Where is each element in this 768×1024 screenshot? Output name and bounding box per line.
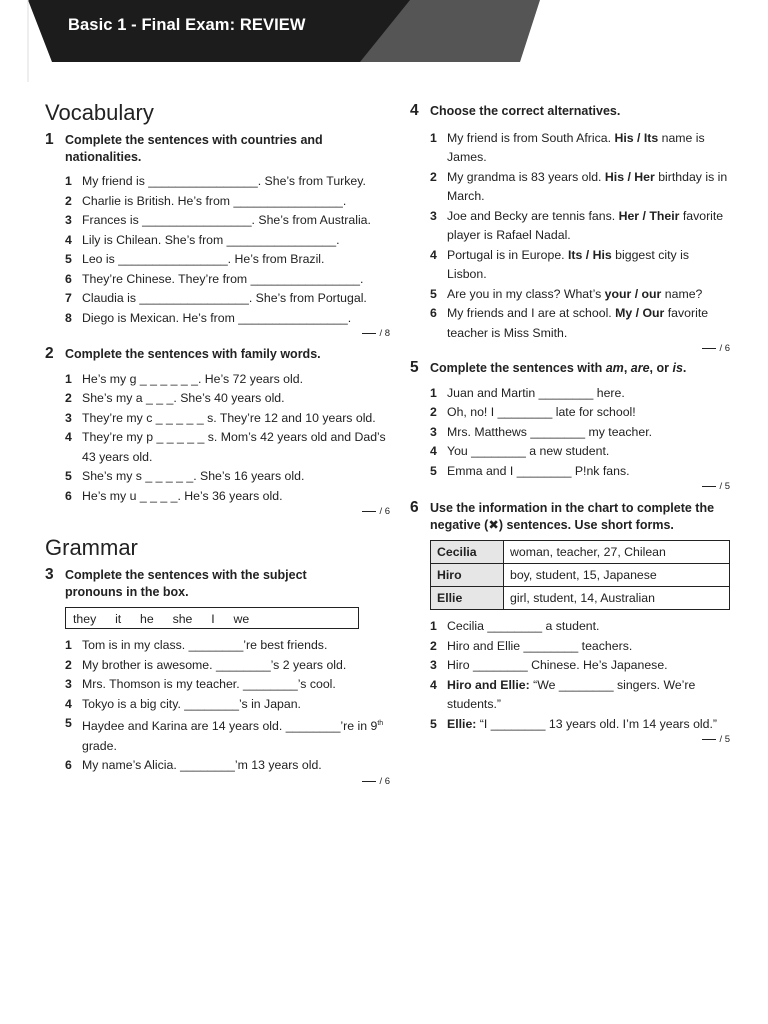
list-item (410, 168, 730, 207)
exercise-6-items (410, 617, 730, 734)
exercise-3 (45, 567, 390, 788)
item-number: 4 (430, 677, 437, 692)
item-text: Juan and Martin ________ here. (447, 385, 625, 400)
item-text: My friend is ________________. She’s from Turkey. (82, 174, 366, 188)
item-text: She’s my s _ _ _ _ _. She’s 16 years old. (82, 469, 305, 483)
item-text: They’re my p _ _ _ _ _ s. Mom’s 42 years old and Dad’s 43 years old. (82, 430, 386, 464)
list-item (410, 403, 730, 423)
item-text: Portugal is in Europe. Its / His biggest city is Lisbon. (447, 247, 689, 281)
list-item (410, 715, 730, 735)
exercise-number: 6 (410, 499, 419, 516)
item-text: Lily is Chilean. She’s from ________________. (82, 232, 340, 247)
exercise-instruction: Complete the sentences with the subject pronouns in the box. (65, 568, 307, 599)
left-column (45, 100, 390, 788)
item-number: 2 (430, 169, 437, 184)
item-text: Mrs. Matthews ________ my teacher. (447, 424, 653, 439)
item-number: 5 (430, 716, 437, 731)
item-text: Diego is Mexican. He’s from ________________. (82, 310, 352, 325)
item-text: Frances is ________________. She’s from Australia. (82, 213, 371, 227)
exercise-number: 3 (45, 566, 54, 583)
item-text: My brother is awesome. ________’s 2 years old. (82, 657, 347, 672)
item-number: 5 (65, 252, 72, 266)
table-cell-info: girl, student, 14, Australian (504, 587, 730, 610)
item-number: 6 (65, 271, 72, 286)
banner-shape (0, 0, 768, 100)
list-item (410, 423, 730, 443)
table-cell-name: Cecilia (431, 541, 504, 564)
exercise-1-items (45, 172, 390, 328)
item-number: 2 (65, 657, 72, 672)
table-row (431, 587, 730, 610)
list-item (410, 129, 730, 168)
list-item (45, 467, 390, 487)
exercise-1 (45, 132, 390, 340)
item-text: Tokyo is a big city. ________’s in Japan. (82, 696, 301, 711)
alternatives: His / Its (614, 130, 659, 145)
list-item (45, 389, 390, 409)
item-text: Cecilia ________ a student. (447, 619, 600, 633)
exercise-4-items (410, 129, 730, 344)
list-item (45, 428, 390, 467)
exercise-number: 1 (45, 131, 54, 148)
list-item (410, 304, 730, 343)
item-text: They’re Chinese. They’re from ________________. (82, 271, 364, 286)
list-item (45, 172, 390, 192)
item-text: Ellie: “I ________ 13 years old. I’m 14 years old.” (447, 716, 717, 731)
item-number: 4 (65, 696, 72, 711)
item-number: 3 (430, 658, 437, 672)
item-number: 8 (65, 310, 72, 325)
score-box: / 6 (45, 506, 390, 518)
list-item (410, 462, 730, 482)
score-box: / 6 (410, 343, 730, 355)
item-number: 4 (430, 444, 437, 458)
item-text: Hiro and Ellie ________ teachers. (447, 638, 633, 653)
item-number: 1 (65, 638, 72, 652)
list-item (45, 250, 390, 270)
score-box: / 6 (45, 776, 390, 788)
table-cell-name: Ellie (431, 587, 504, 610)
table-row (431, 564, 730, 587)
item-number: 1 (430, 385, 437, 400)
score-box: / 5 (410, 734, 730, 746)
alternatives: Its / His (568, 247, 612, 262)
item-text: Hiro ________ Chinese. He’s Japanese. (447, 658, 668, 672)
list-item (45, 656, 390, 676)
item-text: Are you in my class? What’s your / our name? (447, 286, 703, 301)
item-number: 5 (65, 716, 72, 730)
list-item (45, 756, 390, 776)
exercise-number: 4 (410, 102, 419, 119)
item-number: 5 (65, 469, 72, 483)
item-number: 1 (430, 619, 437, 633)
item-text: You ________ a new student. (447, 444, 610, 458)
exercise-3-items (45, 636, 390, 776)
list-item (45, 309, 390, 329)
list-item (45, 270, 390, 290)
exercise-number: 2 (45, 345, 54, 362)
alternatives: My / Our (615, 306, 665, 320)
item-number: 4 (430, 247, 437, 262)
item-number: 6 (65, 758, 72, 773)
alternatives: your / our (604, 286, 662, 301)
item-number: 2 (65, 193, 72, 208)
exercise-6 (410, 500, 730, 746)
item-number: 6 (430, 306, 437, 320)
exercise-2-items (45, 370, 390, 507)
exercise-instruction: Complete the sentences with family words. (65, 347, 321, 361)
list-item (45, 675, 390, 695)
item-number: 2 (430, 638, 437, 653)
item-text: Mrs. Thomson is my teacher. ________’s cool. (82, 677, 336, 691)
item-number: 4 (65, 430, 72, 444)
section-title-grammar: Grammar (45, 535, 138, 560)
item-number: 4 (65, 232, 72, 247)
item-number: 3 (430, 424, 437, 439)
list-item (45, 192, 390, 212)
item-text: My friends and I are at school. My / Our favorite teacher is Miss Smith. (447, 306, 709, 340)
list-item (45, 289, 390, 309)
item-number: 6 (65, 488, 72, 503)
item-text: Joe and Becky are tennis fans. Her / Their favorite player is Rafael Nadal. (447, 208, 724, 242)
score-box: / 5 (410, 481, 730, 493)
item-number: 3 (65, 677, 72, 691)
item-number: 2 (430, 405, 437, 419)
item-text: He’s my u _ _ _ _. He’s 36 years old. (82, 488, 283, 503)
exercise-4 (410, 103, 730, 355)
list-item (410, 207, 730, 246)
right-column (410, 103, 730, 746)
item-text: She’s my a _ _ _. She’s 40 years old. (82, 391, 285, 405)
list-item (410, 442, 730, 462)
list-item (45, 487, 390, 507)
page-title: Basic 1 - Final Exam: REVIEW (68, 16, 306, 34)
item-number: 3 (65, 213, 72, 227)
exercise-instruction: Complete the sentences with am, are, or is. (430, 361, 687, 375)
table-row (431, 541, 730, 564)
item-text: My friend is from South Africa. His / Its name is James. (447, 130, 705, 164)
list-item (410, 384, 730, 404)
exercise-5 (410, 360, 730, 493)
item-text: Tom is in my class. ________’re best friends. (82, 638, 328, 652)
table-cell-info: woman, teacher, 27, Chilean (504, 541, 730, 564)
item-text: Hiro and Ellie: “We ________ singers. We’re students.” (447, 677, 696, 711)
item-number: 3 (65, 410, 72, 425)
list-item (45, 714, 390, 756)
item-text: Leo is ________________. He’s from Brazil. (82, 252, 325, 266)
item-number: 5 (430, 286, 437, 301)
item-text: Emma and I ________ P!nk fans. (447, 463, 630, 478)
item-text: Charlie is British. He’s from ________________. (82, 193, 347, 208)
item-text: Claudia is ________________. She’s from Portugal. (82, 291, 367, 305)
list-item (410, 617, 730, 637)
exercise-2 (45, 346, 390, 518)
item-number: 7 (65, 291, 72, 305)
list-item (45, 636, 390, 656)
list-item (410, 246, 730, 285)
list-item (410, 676, 730, 715)
alternatives: Her / Their (618, 208, 680, 223)
table-cell-info: boy, student, 15, Japanese (504, 564, 730, 587)
item-number: 2 (65, 391, 72, 405)
item-text: They’re my c _ _ _ _ _ s. They’re 12 and 10 years old. (82, 410, 376, 425)
list-item (45, 409, 390, 429)
item-number: 3 (430, 208, 437, 223)
item-text: Oh, no! I ________ late for school! (447, 405, 636, 419)
table-cell-name: Hiro (431, 564, 504, 587)
header-banner (0, 0, 768, 100)
item-text: My name’s Alicia. ________’m 13 years old. (82, 758, 322, 773)
list-item (410, 637, 730, 657)
alternatives: His / Her (604, 169, 655, 184)
list-item (45, 211, 390, 231)
exercise-number: 5 (410, 359, 419, 376)
score-box: / 8 (45, 328, 390, 340)
list-item (410, 285, 730, 305)
item-number: 5 (430, 463, 437, 478)
word-box: they it he she I we (65, 607, 359, 629)
exercise-instruction: Choose the correct alternatives. (430, 104, 621, 118)
item-number: 1 (430, 130, 437, 145)
list-item (45, 370, 390, 390)
list-item (45, 695, 390, 715)
list-item (45, 231, 390, 251)
exercise-instruction: Use the information in the chart to complete the negative (✖) sentences. Use short forms. (430, 501, 715, 532)
info-table (430, 540, 730, 610)
item-text: He’s my g _ _ _ _ _ _. He’s 72 years old. (82, 371, 304, 386)
section-title-vocabulary: Vocabulary (45, 100, 154, 125)
list-item (410, 656, 730, 676)
item-text: Haydee and Karina are 14 years old. ________’re in 9th grade. (82, 719, 384, 753)
item-text: My grandma is 83 years old. His / Her birthday is in March. (447, 169, 728, 203)
item-number: 1 (65, 174, 72, 188)
exercise-5-items (410, 384, 730, 482)
exercise-instruction: Complete the sentences with countries and nationalities. (65, 133, 323, 164)
item-number: 1 (65, 371, 72, 386)
